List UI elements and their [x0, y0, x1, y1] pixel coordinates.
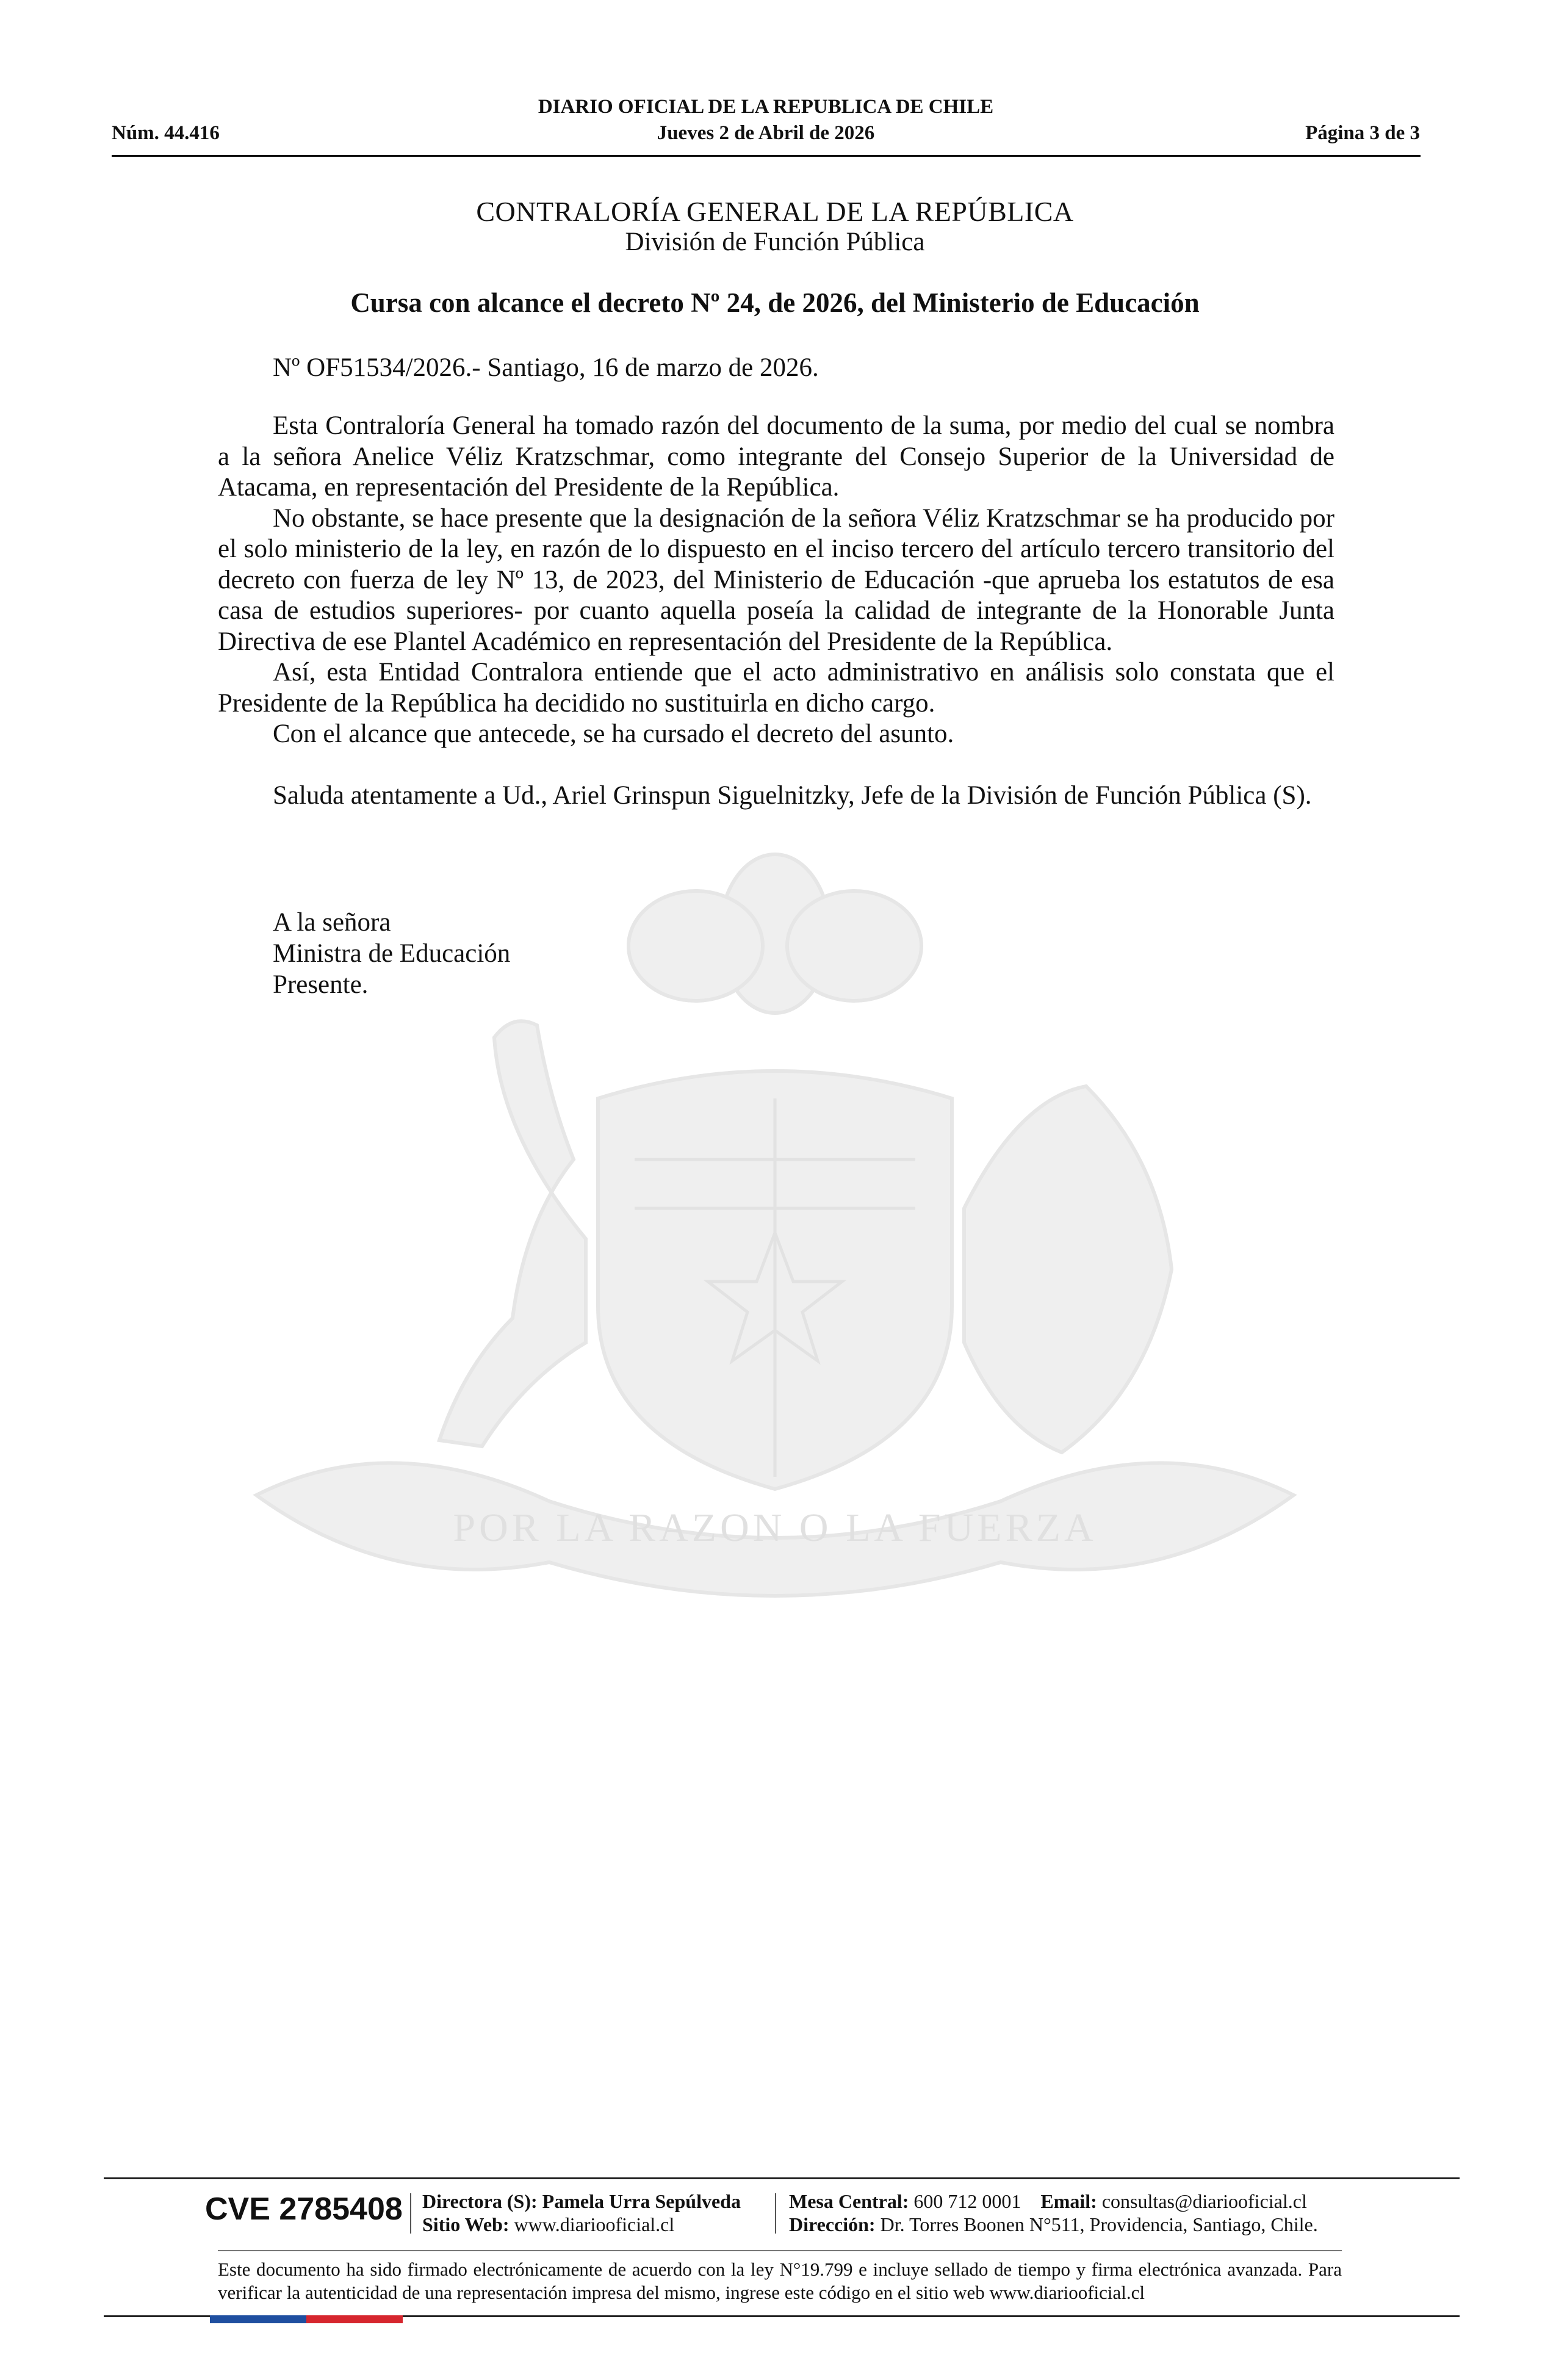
address-label: Dirección:	[789, 2213, 876, 2235]
document-body	[218, 411, 1334, 811]
web-link[interactable]: www.diariooficial.cl	[514, 2213, 675, 2235]
flag-stripe-blue	[210, 2315, 306, 2323]
director-label: Directora (S):	[422, 2190, 538, 2212]
footer-contact-right	[789, 2190, 1318, 2236]
director-name: Pamela Urra Sepúlveda	[542, 2190, 741, 2212]
body-paragraph: No obstante, se hace presente que la designación de la señora Véliz Kratzschmar se ha producido por el solo ministerio de la ley, en razón de lo dispuesto en el inciso tercero del artículo tercero transitorio del decreto con fuerza de ley Nº 13, de 2023, del Ministerio de Educación -que aprueba los estatutos de esa casa de estudios superiores- por cuanto aquella poseía la calidad de integrante de la Honorable Junta Directiva de ese Plantel Académico en representación del Presidente de la República.	[218, 503, 1334, 656]
web-label: Sitio Web:	[422, 2213, 510, 2235]
footer-contact-left	[422, 2190, 741, 2236]
body-paragraph: Esta Contraloría General ha tomado razón del documento de la suma, por medio del cual se nombra a la señora Anelice Véliz Kratzschmar, como integrante del Consejo Superior de la Universidad de Atacama, en representación del Presidente de la República.	[218, 411, 1334, 502]
body-paragraph: Con el alcance que antecede, se ha cursado el decreto del asunto.	[273, 719, 954, 748]
header-divider	[112, 155, 1421, 157]
issue-number: Núm. 44.416	[112, 122, 220, 144]
flag-stripe-red	[306, 2315, 403, 2323]
page-indicator: Página 3 de 3	[1305, 122, 1420, 144]
document-title: Cursa con alcance el decreto Nº 24, de 2026, del Ministerio de Educación	[350, 287, 1200, 318]
footer-separator	[410, 2193, 411, 2234]
footer-separator	[775, 2193, 776, 2234]
phone-label: Mesa Central:	[789, 2190, 909, 2212]
reference-line: Nº OF51534/2026.- Santiago, 16 de marzo de 2026.	[273, 353, 819, 382]
organization-name: CONTRALORÍA GENERAL DE LA REPÚBLICA	[476, 196, 1074, 227]
phone-value: 600 712 0001	[913, 2190, 1021, 2212]
email-label: Email:	[1040, 2190, 1097, 2212]
addressee-block	[273, 907, 510, 1000]
watermark-motto: POR LA RAZON O LA FUERZA	[453, 1506, 1097, 1550]
publication-title: DIARIO OFICIAL DE LA REPUBLICA DE CHILE	[538, 96, 994, 118]
addressee-line: Presente.	[273, 970, 369, 999]
signature-line: Saluda atentamente a Ud., Ariel Grinspun Siguelnitzky, Jefe de la División de Función Pública (S).	[273, 781, 1312, 810]
legal-notice: Este documento ha sido firmado electrónicamente de acuerdo con la ley N°19.799 e incluye sellado de tiempo y firma electrónica avanzada. Para verificar la autenticidad de una representación impresa del mismo, ingrese este código en el sitio web www.diariooficial.cl	[218, 2259, 1342, 2303]
footer-divider	[218, 2250, 1342, 2251]
addressee-line: Ministra de Educación	[273, 939, 511, 968]
cve-code: CVE 2785408	[205, 2191, 403, 2227]
footer-divider	[104, 2177, 1460, 2179]
address-value: Dr. Torres Boonen N°511, Providencia, Santiago, Chile.	[880, 2213, 1318, 2235]
body-paragraph: Así, esta Entidad Contralora entiende que el acto administrativo en análisis solo constata que el Presidente de la República ha decidido no sustituirla en dicho cargo.	[218, 658, 1334, 718]
publication-date: Jueves 2 de Abril de 2026	[657, 122, 875, 144]
email-link[interactable]: consultas@diariooficial.cl	[1101, 2190, 1307, 2212]
addressee-line: A la señora	[273, 908, 391, 937]
division-name: División de Función Pública	[625, 228, 925, 256]
